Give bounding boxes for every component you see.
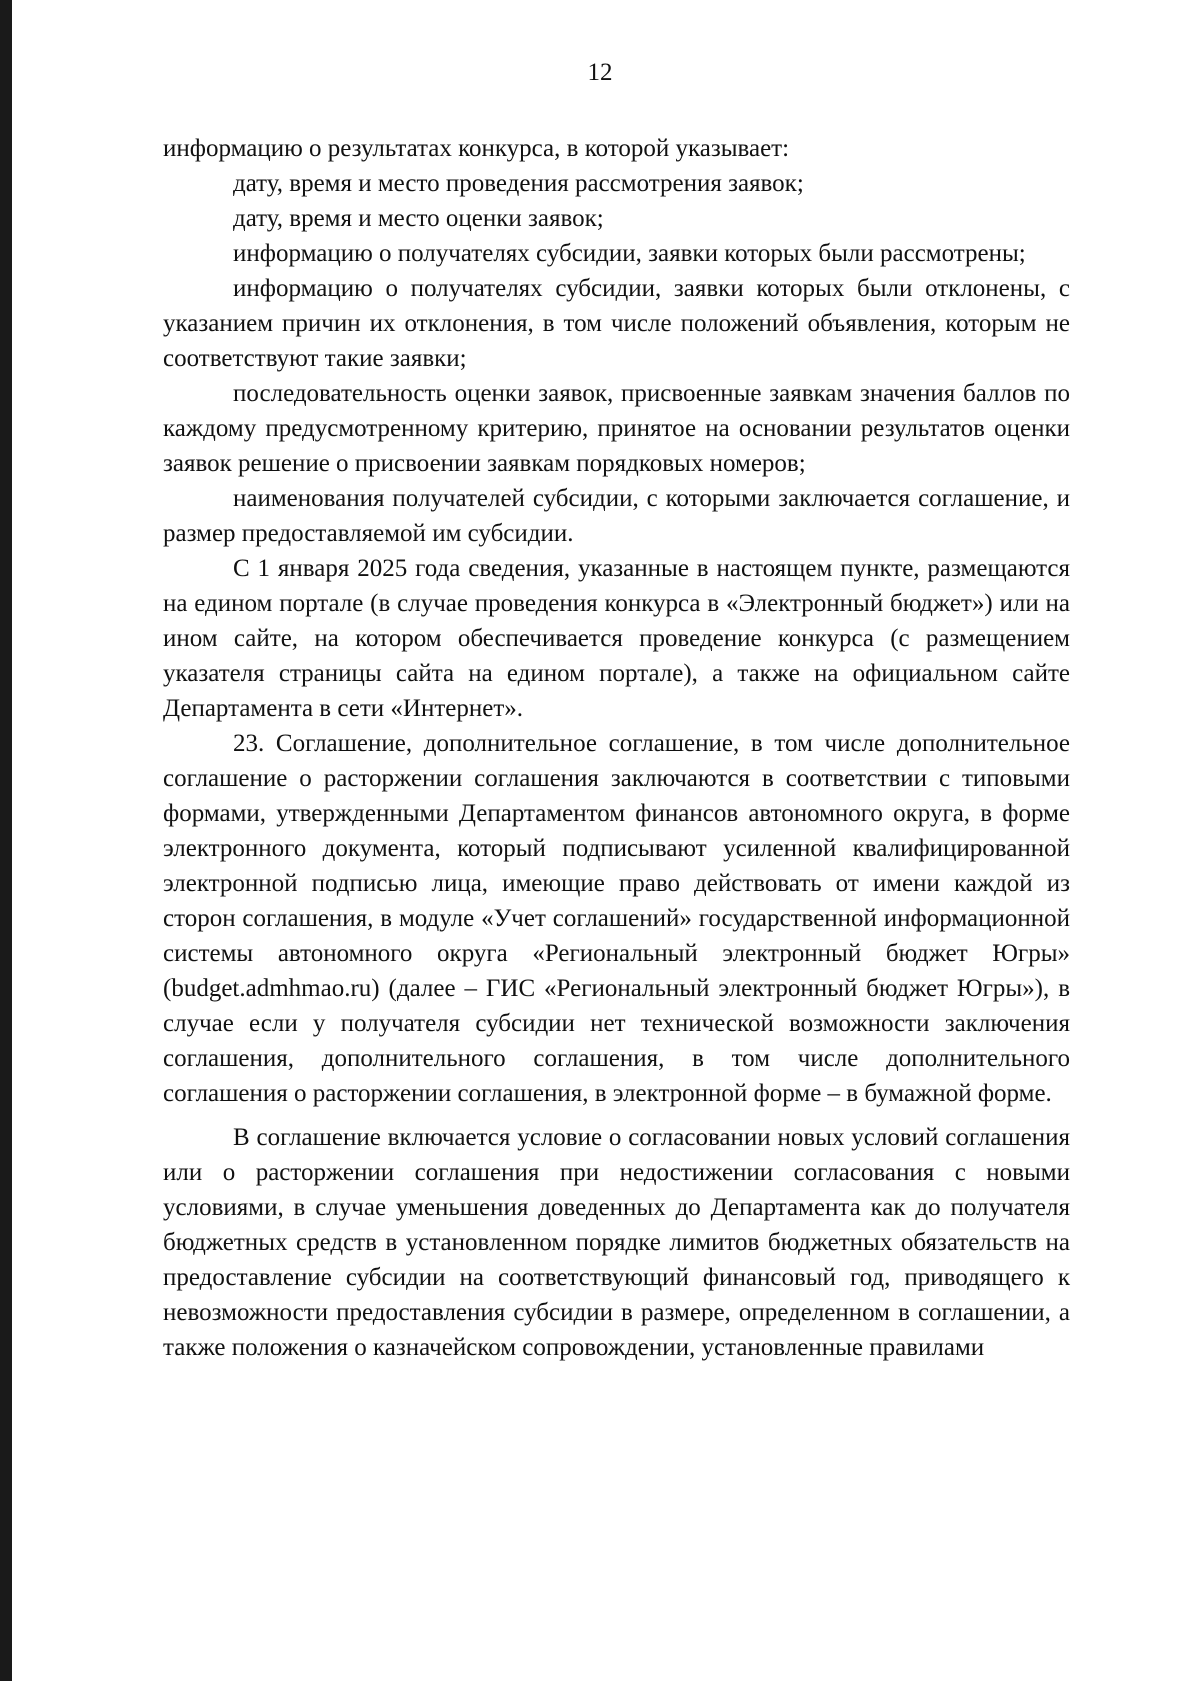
paragraph-recipient-names: наименования получателей субсидии, с которыми заключается соглашение, и размер предоставляемой им субсидии.	[163, 485, 1070, 547]
paragraph-evaluation-date: дату, время и место оценки заявок;	[233, 205, 604, 232]
paragraph-agreement-conditions: В соглашение включается условие о согласовании новых условий соглашения или о расторжении соглашения при недостижении согласования с новыми условиями, в случае уменьшения доведенных до Департамента как до получателя бюджетных средств в установленном порядке лимитов бюджетных обязательств на предоставление субсидии на соответствующий финансовый год, приводящего к невозможности предоставления субсидии в размере, определенном в соглашении, а также положения о казначейском сопровождении, установленные правилами	[163, 1124, 1070, 1361]
paragraph-publication-2025: С 1 января 2025 года сведения, указанные в настоящем пункте, размещаются на едином портале (в случае проведения конкурса в «Электронный бюджет») или на ином сайте, на котором обеспечивается проведение конкурса (с размещением указателя страницы сайта на едином портале), а также на официальном сайте Департамента в сети «Интернет».	[163, 555, 1070, 722]
paragraph-reviewed-recipients: информацию о получателях субсидии, заявки которых были рассмотрены;	[233, 240, 1026, 267]
paragraph-review-date: дату, время и место проведения рассмотрения заявок;	[233, 170, 804, 197]
paragraph-results-info: информацию о результатах конкурса, в которой указывает:	[163, 135, 790, 162]
page-number: 12	[587, 59, 613, 86]
paragraph-rejected-recipients: информацию о получателях субсидии, заявки которых были отклонены, с указанием причин их отклонения, в том числе положений объявления, которым не соответствуют такие заявки;	[163, 275, 1070, 372]
document-body	[163, 131, 1070, 1365]
scan-left-edge	[0, 0, 12, 1681]
paragraph-clause-23: 23. Соглашение, дополнительное соглашение, в том числе дополнительное соглашение о расторжении соглашения заключаются в соответствии с типовыми формами, утвержденными Департаментом финансов автономного округа, в форме электронного документа, который подписывают усиленной квалифицированной электронной подписью лица, имеющие право действовать от имени каждой из сторон соглашения, в модуле «Учет соглашений» государственной информационной системы автономного округа «Региональный электронный бюджет Югры» (budget.admhmao.ru) (далее – ГИС «Региональный электронный бюджет Югры»), в случае если у получателя субсидии нет технической возможности заключения соглашения, дополнительного соглашения, в том числе дополнительного соглашения о расторжении соглашения, в электронной форме – в бумажной форме.	[163, 730, 1070, 1107]
paragraph-evaluation-sequence: последовательность оценки заявок, присвоенные заявкам значения баллов по каждому предусмотренному критерию, принятое на основании результатов оценки заявок решение о присвоении заявкам порядковых номеров;	[163, 380, 1070, 477]
